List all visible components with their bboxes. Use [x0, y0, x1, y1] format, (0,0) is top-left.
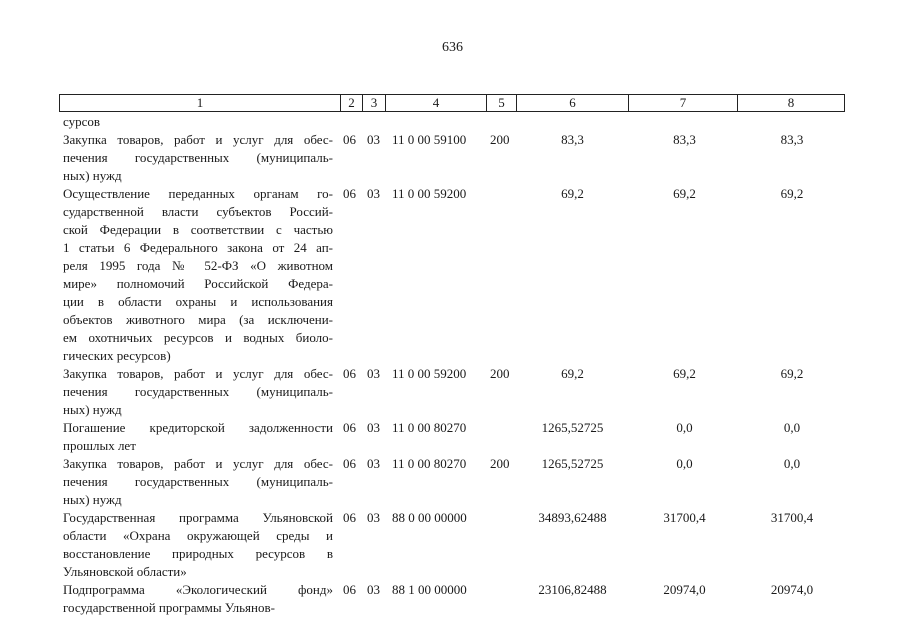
- description-line: сударственной власти субъектов Россий-: [63, 204, 333, 219]
- table-row: [0, 509, 905, 581]
- description-line: ской Федерации в соответствии с частью: [63, 222, 333, 237]
- cell-c6: 69,2: [561, 366, 584, 381]
- description-line: Погашение кредиторской задолженности: [63, 420, 333, 435]
- table-row: [0, 581, 905, 617]
- cell-c6: 1265,52725: [541, 420, 604, 435]
- cell-c6: 1265,52725: [541, 456, 604, 471]
- cell-c5: 200: [490, 132, 510, 147]
- cell-c5: 200: [490, 456, 510, 471]
- cell-c7: 83,3: [673, 132, 696, 147]
- table-row: [0, 185, 905, 365]
- cell-c2: 06: [343, 510, 356, 525]
- table-row: [0, 131, 905, 185]
- description-line: прошлых лет: [63, 438, 136, 453]
- description-line: Ульяновской области»: [63, 564, 187, 579]
- header-cell-2: 2: [341, 95, 363, 111]
- cell-c2: 06: [343, 456, 356, 471]
- description-line: восстановление природных ресурсов в: [63, 546, 333, 561]
- header-cell-7: 7: [629, 95, 738, 111]
- description-line: 1 статьи 6 Федерального закона от 24 ап-: [63, 240, 333, 255]
- table-row: [0, 113, 905, 131]
- header-cell-3: 3: [363, 95, 386, 111]
- row-description: [63, 455, 333, 509]
- row-description: [63, 113, 333, 131]
- description-line: гических ресурсов): [63, 348, 171, 363]
- row-description: [63, 581, 333, 617]
- row-description: [63, 365, 333, 419]
- cell-c3: 03: [367, 186, 380, 201]
- cell-c7: 69,2: [673, 366, 696, 381]
- header-cell-5: 5: [487, 95, 517, 111]
- row-description: [63, 419, 333, 455]
- cell-c7: 0,0: [676, 420, 693, 435]
- description-line: объектов животного мира (за исключени-: [63, 312, 333, 327]
- description-line: Государственная программа Ульяновской: [63, 510, 333, 525]
- cell-c6: 34893,62488: [538, 510, 607, 525]
- cell-c7: 69,2: [673, 186, 696, 201]
- header-cell-4: 4: [386, 95, 487, 111]
- cell-c5: 200: [490, 366, 510, 381]
- cell-c8: 69,2: [780, 186, 804, 201]
- description-line: сурсов: [63, 114, 101, 129]
- description-line: государственной программы Ульянов-: [63, 600, 275, 615]
- cell-c8: 69,2: [780, 366, 804, 381]
- cell-c6: 23106,82488: [538, 582, 607, 597]
- description-line: печения государственных (муниципаль-: [63, 384, 333, 399]
- cell-c2: 06: [343, 582, 356, 597]
- header-cell-1: 1: [60, 95, 341, 111]
- row-description: [63, 509, 333, 581]
- cell-c4: 11 0 00 80270: [392, 420, 467, 435]
- cell-c3: 03: [367, 420, 380, 435]
- cell-c7: 20974,0: [663, 582, 706, 597]
- description-line: печения государственных (муниципаль-: [63, 474, 333, 489]
- header-cell-8: 8: [787, 95, 795, 110]
- description-line: Закупка товаров, работ и услуг для обес-: [63, 132, 333, 147]
- description-line: Подпрограмма «Экологический фонд»: [63, 582, 333, 597]
- cell-c8: 0,0: [783, 456, 801, 471]
- cell-c3: 03: [367, 582, 380, 597]
- cell-c4: 11 0 00 59100: [392, 132, 467, 147]
- page-number: 636: [442, 40, 463, 55]
- cell-c4: 88 0 00 00000: [392, 510, 467, 525]
- cell-c8: 83,3: [780, 132, 804, 147]
- cell-c2: 06: [343, 132, 356, 147]
- cell-c8: 20974,0: [770, 582, 814, 597]
- description-line: ции в области охраны и использования: [63, 294, 333, 309]
- cell-c3: 03: [367, 132, 380, 147]
- cell-c6: 83,3: [561, 132, 584, 147]
- cell-c4: 11 0 00 59200: [392, 186, 467, 201]
- cell-c8: 0,0: [783, 420, 801, 435]
- description-line: ных) нужд: [63, 168, 122, 183]
- row-description: [63, 185, 333, 365]
- table-row: [0, 455, 905, 509]
- description-line: реля 1995 года № 52-ФЗ «О животном: [63, 258, 333, 273]
- description-line: мире» полномочий Российской Федера-: [63, 276, 333, 291]
- row-description: [63, 131, 333, 185]
- description-line: области «Охрана окружающей среды и: [63, 528, 333, 543]
- cell-c8: 31700,4: [770, 510, 814, 525]
- description-line: печения государственных (муниципаль-: [63, 150, 333, 165]
- description-line: Закупка товаров, работ и услуг для обес-: [63, 366, 333, 381]
- description-line: ных) нужд: [63, 492, 122, 507]
- cell-c7: 0,0: [676, 456, 693, 471]
- cell-c4: 11 0 00 80270: [392, 456, 467, 471]
- description-line: ных) нужд: [63, 402, 122, 417]
- cell-c4: 88 1 00 00000: [392, 582, 467, 597]
- table-header: [59, 94, 845, 112]
- cell-c3: 03: [367, 366, 380, 381]
- cell-c3: 03: [367, 510, 380, 525]
- cell-c2: 06: [343, 420, 356, 435]
- description-line: Закупка товаров, работ и услуг для обес-: [63, 456, 333, 471]
- cell-c4: 11 0 00 59200: [392, 366, 467, 381]
- header-cell-6: 6: [517, 95, 629, 111]
- table-body: [0, 113, 905, 617]
- description-line: ем охотничьих ресурсов и водных биоло-: [63, 330, 333, 345]
- cell-c2: 06: [343, 366, 356, 381]
- cell-c3: 03: [367, 456, 380, 471]
- cell-c2: 06: [343, 186, 356, 201]
- cell-c7: 31700,4: [663, 510, 706, 525]
- table-row: [0, 365, 905, 419]
- cell-c6: 69,2: [561, 186, 584, 201]
- table-row: [0, 419, 905, 455]
- description-line: Осуществление переданных органам го-: [63, 186, 333, 201]
